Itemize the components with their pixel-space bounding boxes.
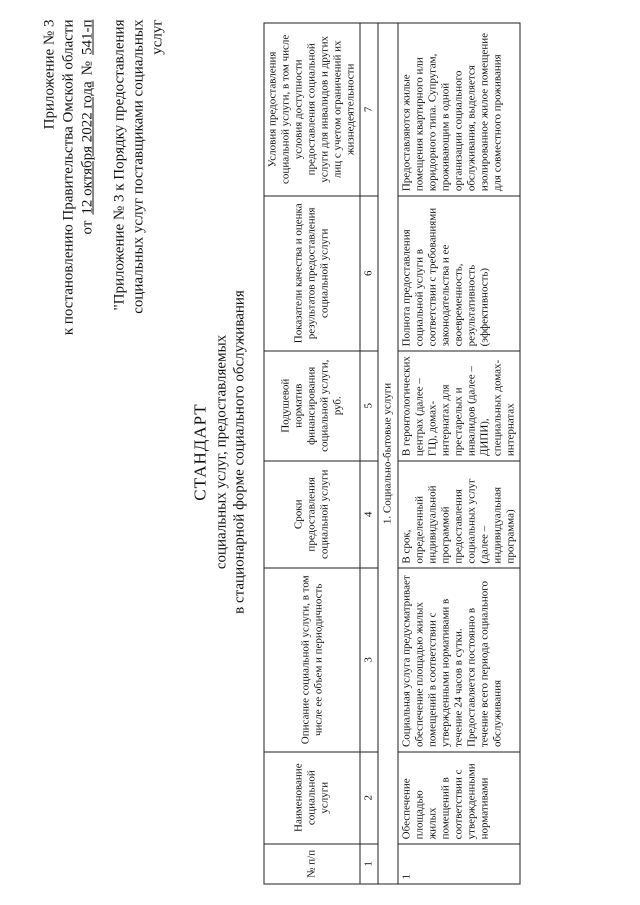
header-cell: Наименование социальной услуги xyxy=(264,752,360,844)
appendix-title: Приложение № 3 xyxy=(41,19,58,130)
section-row xyxy=(378,23,398,884)
procedure-line-1: к Порядку предоставления социальных xyxy=(111,19,147,314)
procedure-appendix: "Приложение № 3 xyxy=(111,194,128,311)
resolution-line: к постановлению Правительства Омской области xyxy=(60,19,77,336)
procedure-header xyxy=(111,20,168,340)
header-cell: Подушевой норматив финансирования социальной услуги, руб. xyxy=(264,351,360,461)
service-terms: В срок, определенный индивидуальной программой предоставления социальных услуг (далее – индивидуальная программа) xyxy=(398,461,520,568)
column-number: 7 xyxy=(360,23,378,196)
header-cell: Условия предоставления социальной услуги, в том числе условия доступности предоставления социальной услуги для инвалидов и других лиц с учетом ограничений их жизнедеятельности xyxy=(264,23,360,196)
appendix-header xyxy=(41,20,98,360)
column-number: 3 xyxy=(360,568,378,751)
column-number-row xyxy=(360,23,378,884)
column-number: 5 xyxy=(360,351,378,461)
rotated-sheet xyxy=(1,0,640,905)
header-cell: № п/п xyxy=(264,844,360,884)
service-quality: Полнота предоставления социальной услуги в соответствии с требованиями законодательства и ее своевременность, результативность (эффективность) xyxy=(398,196,520,351)
resolution-date: 12 октября 2022 года xyxy=(79,81,96,215)
row-number: 1 xyxy=(398,844,520,884)
service-norm: В геронтологических центрах (далее – ГЦ), домах-интернатах для престарелых и инвалидов (далее – ДИПИ), специальных домах-интернатах xyxy=(398,351,520,461)
service-name: Обеспечение площадью жилых помещений в соответствии с утвержденными нормативами xyxy=(398,752,520,844)
column-number: 6 xyxy=(360,196,378,351)
table-row xyxy=(398,23,520,884)
column-number: 4 xyxy=(360,461,378,568)
document-subtitle xyxy=(213,0,249,905)
column-number: 1 xyxy=(360,844,378,884)
subtitle-line-2: в стационарной форме социального обслуживания xyxy=(231,290,248,614)
resolution-number: 541-п xyxy=(79,19,96,56)
from-label: от xyxy=(79,220,96,235)
table-header-row xyxy=(264,23,360,884)
document-title: СТАНДАРТ xyxy=(190,403,210,501)
subtitle-line-1: социальных услуг, предоставляемых xyxy=(213,334,230,570)
procedure-line-2: услуг поставщиками социальных услуг xyxy=(130,19,166,234)
date-number-line xyxy=(79,20,98,360)
header-cell: Описание социальной услуги, в том числе ее объем и периодичность xyxy=(264,568,360,751)
section-title: 1. Социально-бытовые услуги xyxy=(378,23,398,884)
service-description: Социальная услуга предусматривает обеспечение площадью жилых помещений в соответствии с утвержденными нормативами в течение 24 часов в сутки. Предоставляется постоянно в течение всего периода социального обслуживания xyxy=(398,568,520,751)
header-cell: Сроки предоставления социальной услуги xyxy=(264,461,360,568)
header-cell: Показатели качества и оценка результатов предоставления социальной услуги xyxy=(264,196,360,351)
column-number: 2 xyxy=(360,752,378,844)
service-conditions: Предоставляются жилые помещения квартирного или коридорного типа. Супругам, проживающим в одной организации социального обслуживания, выделяется изолированное жилое помещение для совместного проживания xyxy=(398,23,520,196)
number-label: № xyxy=(79,61,96,76)
standard-table xyxy=(264,23,521,885)
